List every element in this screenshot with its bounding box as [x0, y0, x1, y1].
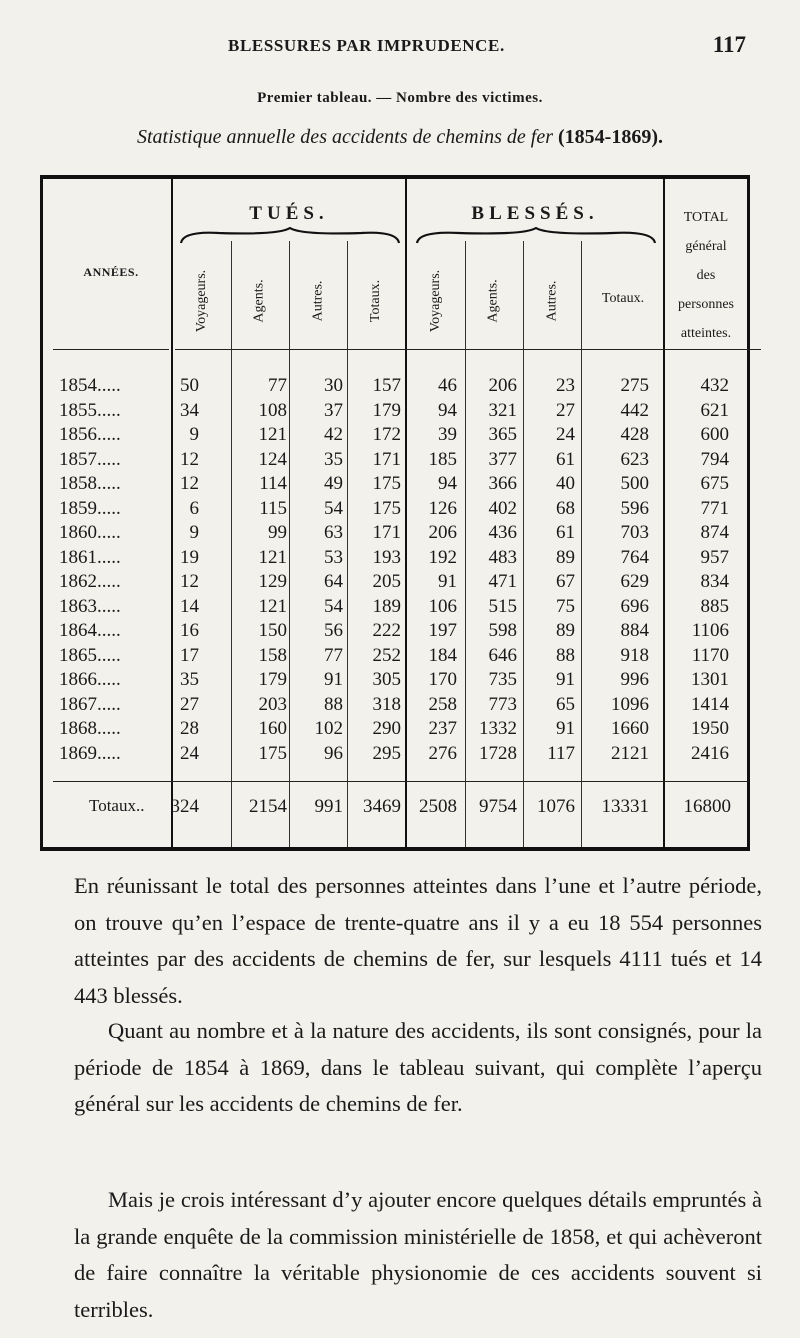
paragraph-1: En réunissant le total des personnes atteintes dans l’une et l’autre période, on trouve qu’en l’espace de trente-quatre ans il y a eu 18 554 personnes atteintes par des accidents de chemins de fer, sur lesquels 4111 tués et 14 443 blessés. — [74, 873, 762, 1008]
page-number: 117 — [712, 32, 746, 57]
total-killed-autres: 991 — [314, 796, 343, 817]
injured-voyageurs-cell: 185 — [428, 448, 457, 470]
total-general: 16800 — [683, 796, 731, 817]
year-cell: 1861..... — [59, 546, 121, 568]
killed-autres-cell: 53 — [324, 546, 343, 568]
injured-voyageurs-cell: 184 — [428, 644, 457, 666]
killed-autres-cell: 42 — [324, 424, 343, 445]
total-injured-voyageurs: 2508 — [419, 796, 457, 817]
killed-autres-cell: 49 — [324, 473, 343, 494]
injured-agents-cell: 598 — [488, 620, 517, 641]
table-row — [43, 596, 747, 621]
year-cell: 1862..... — [59, 571, 121, 592]
table-heading: Premier tableau. — Nombre des victimes. — [257, 90, 543, 106]
injured-agents-cell: 365 — [488, 424, 517, 445]
total-general-cell: 1414 — [691, 693, 729, 715]
total-general-cell: 1106 — [691, 620, 729, 641]
injured-agents-cell: 773 — [488, 693, 517, 715]
col-header-totaux: Totaux. — [368, 279, 383, 323]
injured-agents-cell: 646 — [488, 644, 517, 666]
killed-voyageurs-cell: 14 — [180, 595, 199, 617]
col-header-voyageurs: Voyageurs. — [194, 269, 209, 333]
killed-totaux-cell: 252 — [372, 644, 401, 666]
injured-totaux-cell: 703 — [620, 522, 649, 543]
injured-agents-cell: 515 — [488, 595, 517, 617]
table-row — [43, 449, 747, 474]
col-header-agents: Agents. — [251, 279, 267, 323]
killed-voyageurs-cell: 35 — [180, 669, 199, 690]
injured-totaux-cell: 1096 — [611, 693, 649, 715]
group-injured-label: BLESSÉS. — [471, 203, 599, 224]
injured-totaux-cell: 596 — [620, 497, 649, 519]
table-row — [43, 645, 747, 670]
killed-autres-cell: 88 — [324, 693, 343, 715]
killed-totaux-cell: 318 — [372, 693, 401, 715]
killed-autres-cell: 77 — [324, 644, 343, 666]
killed-totaux-cell: 295 — [372, 742, 401, 764]
running-title: BLESSURES PAR IMPRUDENCE. — [228, 36, 505, 55]
col-header-agents-blesses: Agents. — [485, 279, 501, 323]
killed-agents-cell: 121 — [258, 424, 287, 445]
injured-autres-cell: 61 — [556, 522, 575, 543]
total-general-cell: 794 — [700, 448, 729, 470]
total-general-cell: 885 — [700, 595, 729, 617]
year-cell: 1865..... — [59, 644, 121, 666]
injured-autres-cell: 61 — [556, 448, 575, 470]
killed-brace — [179, 227, 401, 245]
killed-agents-cell: 121 — [258, 595, 287, 617]
killed-agents-cell: 158 — [258, 644, 287, 666]
year-cell: 1864..... — [59, 620, 121, 641]
injured-voyageurs-cell: 106 — [428, 595, 457, 617]
group-killed-label: TUÉS. — [249, 203, 329, 224]
totals-label: Totaux.. — [89, 796, 145, 815]
total-general-cell: 1170 — [691, 644, 729, 666]
table-subheading — [0, 126, 800, 149]
table-row — [43, 498, 747, 523]
col-header-voyageurs-blesses: Voyageurs. — [428, 269, 443, 333]
paragraph-3: Mais je crois intéressant d’y ajouter encore quelques détails empruntés à la grande enquête de la commission ministérielle de 1858, et qui achèveront de faire connaître la véritable physionomie de ces accidents souvent si terribles. — [74, 1187, 762, 1322]
injured-totaux-cell: 2121 — [611, 742, 649, 764]
injured-totaux-cell: 1660 — [611, 718, 649, 739]
killed-agents-cell: 77 — [268, 375, 287, 396]
total-general-cell: 1301 — [691, 669, 729, 690]
total-general-cell: 2416 — [691, 742, 729, 764]
injured-autres-cell: 23 — [556, 375, 575, 396]
injured-voyageurs-cell: 91 — [438, 571, 457, 592]
killed-autres-cell: 102 — [314, 718, 343, 739]
total-general-cell: 675 — [700, 473, 729, 494]
killed-totaux-cell: 189 — [372, 595, 401, 617]
year-cell: 1856..... — [59, 424, 121, 445]
injured-voyageurs-cell: 258 — [428, 693, 457, 715]
killed-totaux-cell: 205 — [372, 571, 401, 592]
injured-agents-cell: 321 — [488, 399, 517, 421]
killed-voyageurs-cell: 28 — [180, 718, 199, 739]
injured-autres-cell: 117 — [547, 742, 575, 764]
total-general-cell: 1950 — [691, 718, 729, 739]
table-row — [43, 571, 747, 596]
table-row — [43, 718, 747, 743]
col-header-totaux-blesses: Totaux. — [601, 291, 645, 306]
running-head — [40, 32, 746, 62]
injured-voyageurs-cell: 276 — [428, 742, 457, 764]
killed-voyageurs-cell: 16 — [180, 620, 199, 641]
year-cell: 1860..... — [59, 522, 121, 543]
killed-autres-cell: 64 — [324, 571, 343, 592]
total-general-cell: 834 — [700, 571, 729, 592]
table-row — [43, 424, 747, 449]
victims-table — [40, 175, 750, 851]
killed-agents-cell: 160 — [258, 718, 287, 739]
injured-autres-cell: 40 — [556, 473, 575, 494]
year-cell: 1867..... — [59, 693, 121, 715]
totals-row — [43, 796, 747, 820]
total-killed-voyageurs: 324 — [170, 796, 199, 817]
killed-autres-cell: 54 — [324, 595, 343, 617]
killed-totaux-cell: 193 — [372, 546, 401, 568]
injured-autres-cell: 75 — [556, 595, 575, 617]
col-header-autres-blesses: Autres. — [543, 280, 559, 322]
injured-autres-cell: 68 — [556, 497, 575, 519]
killed-agents-cell: 114 — [259, 473, 287, 494]
year-cell: 1859..... — [59, 497, 121, 519]
killed-agents-cell: 121 — [258, 546, 287, 568]
injured-totaux-cell: 500 — [620, 473, 649, 494]
injured-voyageurs-cell: 94 — [438, 399, 457, 421]
total-killed-agents: 2154 — [249, 796, 287, 817]
injured-totaux-cell: 884 — [620, 620, 649, 641]
killed-totaux-cell: 290 — [372, 718, 401, 739]
injured-autres-cell: 91 — [556, 718, 575, 739]
injured-voyageurs-cell: 126 — [428, 497, 457, 519]
injured-voyageurs-cell: 39 — [438, 424, 457, 445]
year-cell: 1858..... — [59, 473, 121, 494]
injured-voyageurs-cell: 206 — [428, 522, 457, 543]
year-cell: 1863..... — [59, 595, 121, 617]
killed-agents-cell: 115 — [259, 497, 287, 519]
injured-voyageurs-cell: 197 — [428, 620, 457, 641]
killed-voyageurs-cell: 34 — [180, 399, 199, 421]
injured-totaux-cell: 623 — [620, 448, 649, 470]
killed-autres-cell: 96 — [324, 742, 343, 764]
injured-autres-cell: 89 — [556, 546, 575, 568]
table-row — [43, 694, 747, 719]
killed-agents-cell: 203 — [258, 693, 287, 715]
killed-voyageurs-cell: 50 — [180, 375, 199, 396]
injured-agents-cell: 1332 — [479, 718, 517, 739]
injured-autres-cell: 24 — [556, 424, 575, 445]
injured-voyageurs-cell: 170 — [428, 669, 457, 690]
injured-brace — [415, 227, 657, 245]
killed-voyageurs-cell: 17 — [180, 644, 199, 666]
table-row — [43, 522, 747, 547]
killed-agents-cell: 150 — [258, 620, 287, 641]
killed-agents-cell: 175 — [258, 742, 287, 764]
injured-autres-cell: 65 — [556, 693, 575, 715]
killed-autres-cell: 56 — [324, 620, 343, 641]
killed-totaux-cell: 157 — [372, 375, 401, 396]
table-row — [43, 620, 747, 645]
killed-autres-cell: 37 — [324, 399, 343, 421]
year-cell: 1866..... — [59, 669, 121, 690]
killed-voyageurs-cell: 19 — [180, 546, 199, 568]
total-general-cell: 621 — [700, 399, 729, 421]
killed-totaux-cell: 305 — [372, 669, 401, 690]
paragraph-2: Quant au nombre et à la nature des accidents, ils sont consignés, pour la période de 1854 à 1869, dans le tableau suivant, qui complète l’aperçu général sur les accidents de chemins de fer. — [74, 1018, 762, 1116]
totals-rule — [53, 781, 749, 782]
killed-voyageurs-cell: 27 — [180, 693, 199, 715]
killed-voyageurs-cell: 12 — [180, 448, 199, 470]
injured-totaux-cell: 696 — [620, 595, 649, 617]
injured-agents-cell: 436 — [488, 522, 517, 543]
total-general-cell: 874 — [700, 522, 729, 543]
injured-agents-cell: 735 — [488, 669, 517, 690]
killed-voyageurs-cell: 9 — [189, 424, 199, 445]
killed-voyageurs-cell: 6 — [189, 497, 199, 519]
injured-agents-cell: 206 — [488, 375, 517, 396]
total-injured-autres: 1076 — [537, 796, 575, 817]
injured-autres-cell: 67 — [556, 571, 575, 592]
injured-totaux-cell: 275 — [620, 375, 649, 396]
injured-autres-cell: 88 — [556, 644, 575, 666]
killed-voyageurs-cell: 24 — [180, 742, 199, 764]
killed-agents-cell: 108 — [258, 399, 287, 421]
total-injured-totaux: 13331 — [601, 796, 649, 817]
killed-totaux-cell: 171 — [372, 522, 401, 543]
total-killed-totaux: 3469 — [363, 796, 401, 817]
killed-autres-cell: 30 — [324, 375, 343, 396]
killed-totaux-cell: 179 — [372, 399, 401, 421]
injured-voyageurs-cell: 46 — [438, 375, 457, 396]
injured-autres-cell: 27 — [556, 399, 575, 421]
killed-totaux-cell: 175 — [372, 473, 401, 494]
injured-agents-cell: 483 — [488, 546, 517, 568]
killed-voyageurs-cell: 9 — [189, 522, 199, 543]
injured-autres-cell: 91 — [556, 669, 575, 690]
killed-totaux-cell: 175 — [372, 497, 401, 519]
col-header-total-general: TOTAL général des personnes atteintes. — [678, 210, 734, 341]
killed-agents-cell: 129 — [258, 571, 287, 592]
total-general-cell: 432 — [700, 375, 729, 396]
year-cell: 1869..... — [59, 742, 121, 764]
injured-totaux-cell: 918 — [620, 644, 649, 666]
table-row — [43, 547, 747, 572]
injured-voyageurs-cell: 237 — [428, 718, 457, 739]
killed-autres-cell: 35 — [324, 448, 343, 470]
total-general-cell: 957 — [700, 546, 729, 568]
injured-voyageurs-cell: 94 — [438, 473, 457, 494]
header-rule — [53, 349, 169, 350]
total-injured-agents: 9754 — [479, 796, 517, 817]
injured-agents-cell: 366 — [488, 473, 517, 494]
killed-voyageurs-cell: 12 — [180, 473, 199, 494]
injured-agents-cell: 402 — [488, 497, 517, 519]
table-subheading-text: Statistique annuelle des accidents de chemins de fer — [137, 126, 554, 148]
killed-agents-cell: 99 — [268, 522, 287, 543]
table-row — [43, 400, 747, 425]
injured-totaux-cell: 428 — [620, 424, 649, 445]
injured-totaux-cell: 996 — [620, 669, 649, 690]
year-cell: 1855..... — [59, 399, 121, 421]
killed-agents-cell: 179 — [258, 669, 287, 690]
total-general-cell: 771 — [700, 497, 729, 519]
injured-agents-cell: 471 — [488, 571, 517, 592]
injured-agents-cell: 377 — [488, 448, 517, 470]
killed-autres-cell: 63 — [324, 522, 343, 543]
year-cell: 1854..... — [59, 375, 121, 396]
year-cell: 1857..... — [59, 448, 121, 470]
killed-autres-cell: 91 — [324, 669, 343, 690]
table-row — [43, 669, 747, 694]
years-header: ANNÉES. — [83, 265, 139, 279]
killed-agents-cell: 124 — [258, 448, 287, 470]
killed-totaux-cell: 172 — [372, 424, 401, 445]
injured-totaux-cell: 629 — [620, 571, 649, 592]
injured-totaux-cell: 442 — [620, 399, 649, 421]
killed-totaux-cell: 171 — [372, 448, 401, 470]
table-row — [43, 473, 747, 498]
table-row — [43, 743, 747, 768]
injured-agents-cell: 1728 — [479, 742, 517, 764]
total-general-cell: 600 — [700, 424, 729, 445]
col-header-autres: Autres. — [309, 280, 325, 322]
year-cell: 1868..... — [59, 718, 121, 739]
killed-voyageurs-cell: 12 — [180, 571, 199, 592]
injured-voyageurs-cell: 192 — [428, 546, 457, 568]
injured-totaux-cell: 764 — [620, 546, 649, 568]
injured-autres-cell: 89 — [556, 620, 575, 641]
table-row — [43, 375, 747, 400]
killed-totaux-cell: 222 — [372, 620, 401, 641]
killed-autres-cell: 54 — [324, 497, 343, 519]
table-subheading-years: (1854-1869). — [558, 126, 663, 148]
